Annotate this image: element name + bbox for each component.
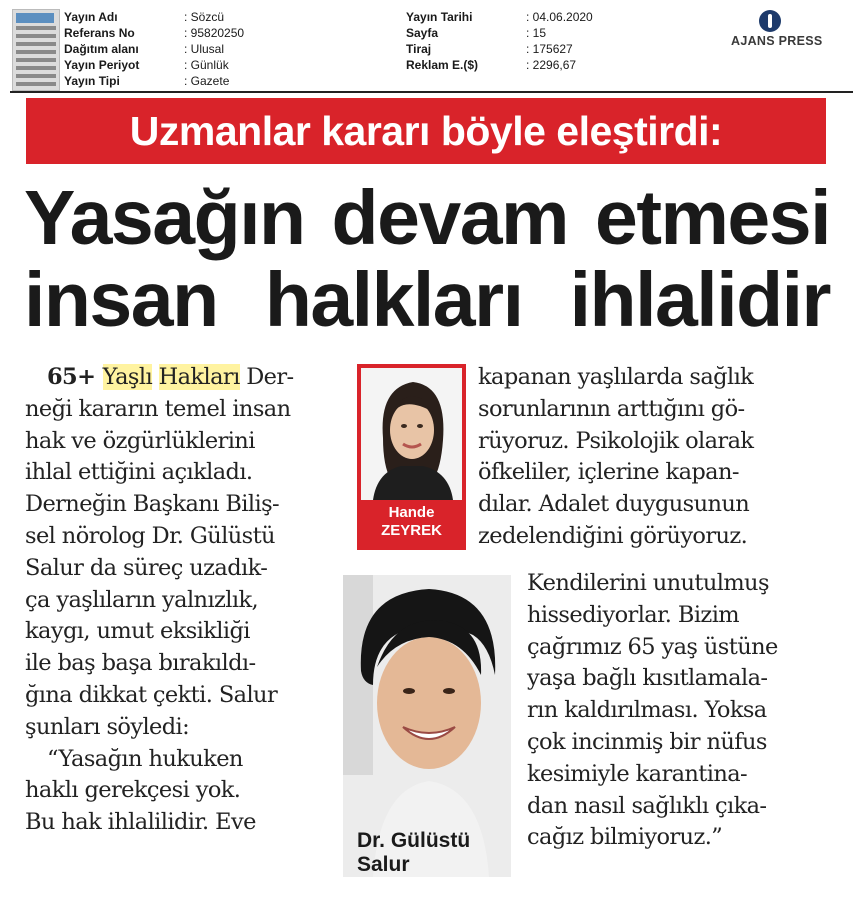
text-line: neği kararın temel insan [25, 395, 291, 422]
text-line: Kendilerini unutulmuş [527, 570, 769, 596]
text-line: dan nasıl sağlıklı çıka- [527, 792, 767, 819]
text-line: çağrımız 65 yaş üstüne [527, 633, 778, 660]
text-line: zedelendiğini görüyoruz. [478, 522, 748, 549]
text-line: çok incinmiş bir nüfus [527, 728, 767, 755]
info-key: Reklam E.($) [406, 58, 479, 72]
text-line [25, 362, 350, 394]
text-line: haklı gerekçesi yok. [25, 777, 241, 804]
header-divider [10, 91, 853, 93]
info-value: : Ulusal [184, 41, 224, 57]
kicker-banner: Uzmanlar kararı böyle eleştirdi: [26, 98, 826, 164]
headline-word: ihlalidir [569, 257, 830, 343]
headline-word: etmesi [595, 175, 830, 261]
text-line: Salur da süreç uzadık- [25, 554, 268, 581]
info-key: Yayın Tarihi [406, 10, 473, 24]
text-line: kaygı, umut eksikliği [25, 618, 250, 645]
text-line: yaşa bağlı kısıtlamala- [527, 665, 768, 692]
text-fragment: Der- [239, 364, 294, 390]
text-line: ile baş başa bırakıldı- [25, 650, 256, 677]
info-value: : 2296,67 [526, 57, 576, 73]
text-line: “Yasağın hukuken [47, 745, 243, 772]
text-line: dılar. Adalet duygusunun [478, 491, 750, 518]
info-row-publication-name [64, 9, 244, 25]
text-line: rın kaldırılması. Yoksa [527, 697, 767, 724]
info-key: Sayfa [406, 26, 439, 40]
text-line: öfkeliler, içlerine kapan- [478, 459, 739, 486]
text-line: Derneğin Başkanı Biliş- [25, 491, 280, 518]
info-row-ad-value [406, 57, 593, 73]
text-line: şunları söyledi: [25, 713, 190, 740]
info-key: Yayın Periyot [64, 58, 140, 72]
photo-hande-zeyrek [357, 364, 466, 550]
info-row-date [406, 9, 593, 25]
text-line: kesimiyle karantina- [527, 760, 748, 787]
lead-number: 65+ [47, 364, 103, 390]
info-key: Dağıtım alanı [64, 42, 139, 56]
headline-word: devam [331, 175, 569, 261]
portrait-woman-icon [361, 368, 462, 500]
info-key: Tiraj [406, 42, 432, 56]
info-value: : 15 [526, 25, 546, 41]
info-key: Yayın Adı [64, 10, 118, 24]
info-value: : Gazete [184, 73, 229, 89]
info-value: : 95820250 [184, 25, 244, 41]
text-line: Bu hak ihlalilidir. Eve [25, 809, 256, 836]
portrait-image [361, 368, 462, 500]
text-line: cağız bilmiyoruz.” [527, 824, 723, 851]
text-line: hak ve özgürlüklerini [25, 427, 255, 454]
article-column-3 [527, 568, 827, 854]
info-key: Yayın Tipi [64, 74, 120, 88]
ajans-press-mark-icon [759, 10, 781, 32]
caption-name-line-2: Salur [357, 853, 410, 876]
article-column-2 [478, 362, 818, 553]
text-line: sel nörolog Dr. Gülüstü [25, 522, 275, 549]
highlighted-term: Hakları [158, 364, 240, 390]
info-row-circulation [406, 41, 593, 57]
publication-info-left [64, 9, 244, 89]
caption-first-name: Hande [388, 504, 435, 521]
headline-line-1 [24, 175, 830, 261]
info-row-reference-no [64, 25, 244, 41]
info-row-type [64, 73, 244, 89]
ajans-press-logo [731, 10, 851, 48]
highlighted-term: Yaşlı [102, 364, 153, 390]
publication-info-right [406, 9, 593, 73]
text-line: ğına dikkat çekti. Salur [25, 681, 278, 708]
photo-caption [357, 829, 470, 877]
article-column-1 [25, 362, 350, 839]
text-line: ça yaşlıların yalnızlık, [25, 586, 259, 613]
caption-last-name: ZEYREK [381, 522, 442, 539]
text-line: hissediyorlar. Bizim [527, 601, 740, 628]
text-line: rüyoruz. Psikolojik olarak [478, 427, 754, 454]
headline-word: Yasağın [24, 175, 305, 261]
photo-gulustu-salur [343, 575, 511, 877]
headline-word: insan [24, 257, 218, 343]
info-value: : 04.06.2020 [526, 9, 593, 25]
text-line: sorunlarının arttığını gö- [478, 395, 745, 422]
text-line: ihlal ettiğini açıkladı. [25, 459, 253, 486]
photo-caption [357, 504, 466, 540]
headline-word: halkları [264, 257, 523, 343]
text-line: kapanan yaşlılarda sağlık [478, 364, 754, 390]
info-value: : Sözcü [184, 9, 224, 25]
headline-line-2 [24, 257, 830, 343]
info-value: : Günlük [184, 57, 229, 73]
info-row-page [406, 25, 593, 41]
info-key: Referans No [64, 26, 135, 40]
info-row-distribution [64, 41, 244, 57]
logo-text: AJANS PRESS [731, 34, 823, 48]
info-row-period [64, 57, 244, 73]
info-value: : 175627 [526, 41, 573, 57]
caption-name-line-1: Dr. Gülüstü [357, 829, 471, 852]
newspaper-thumbnail [12, 9, 60, 91]
